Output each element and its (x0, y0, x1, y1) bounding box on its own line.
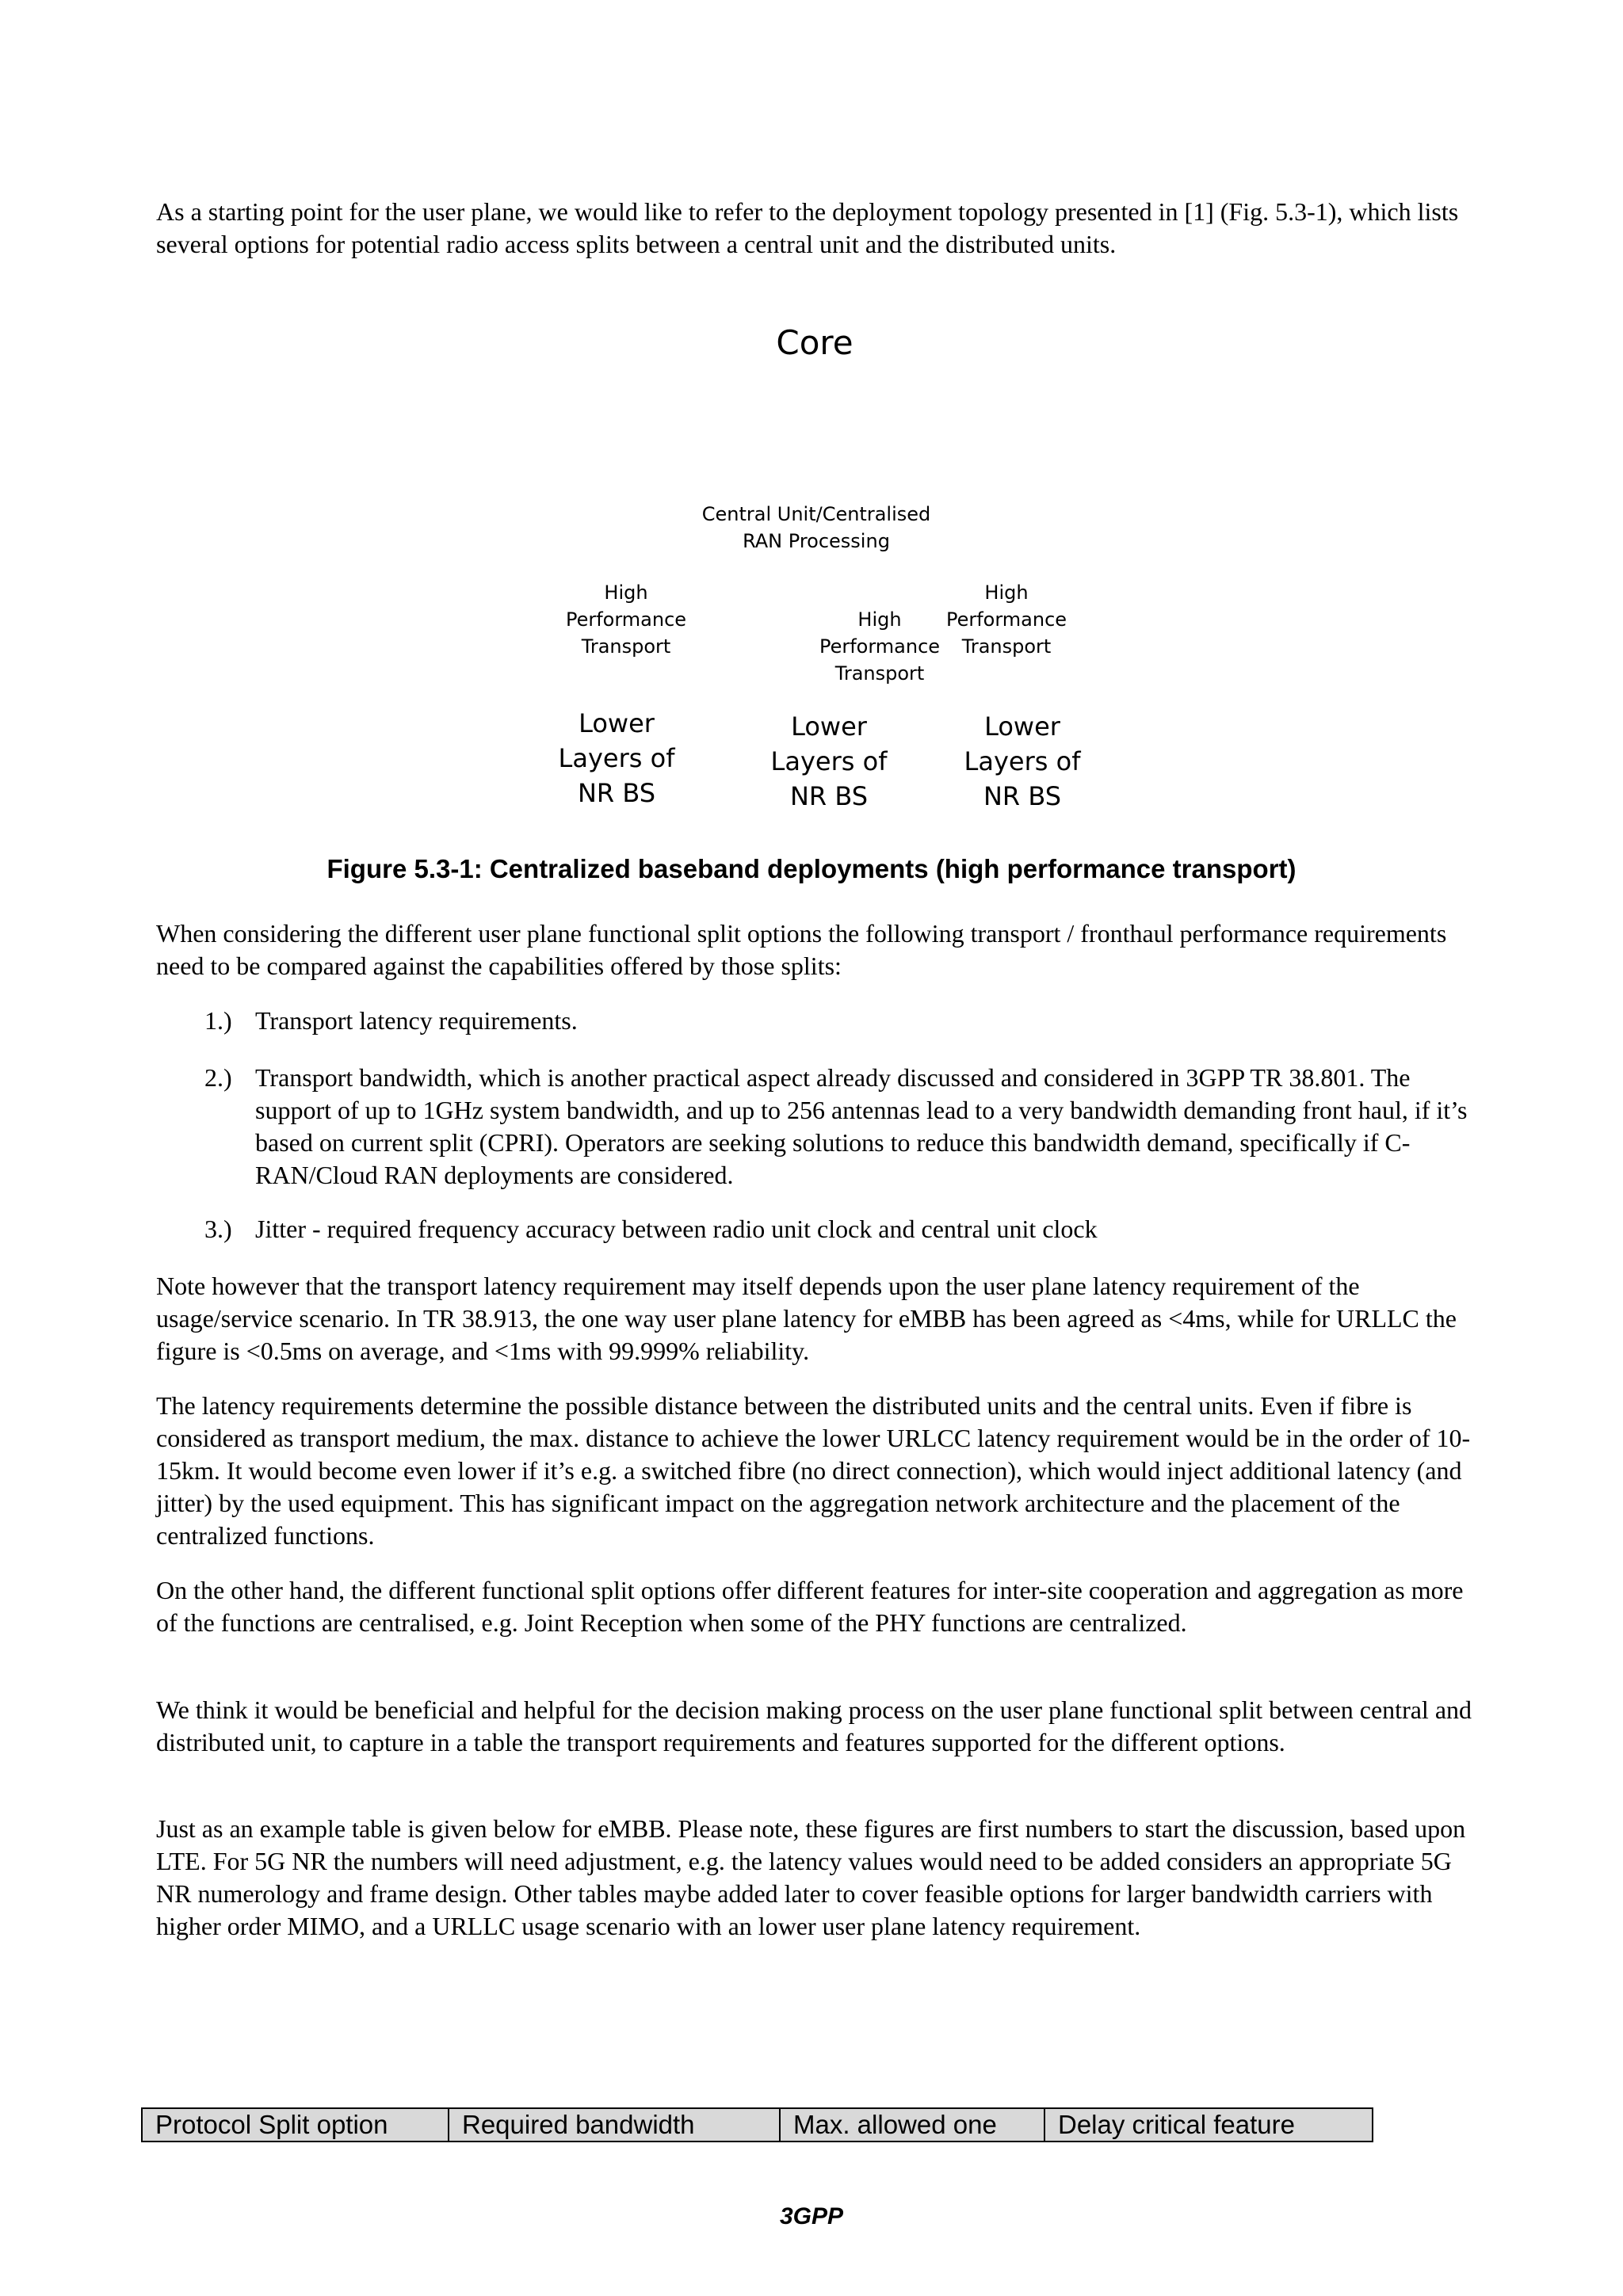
example-paragraph: Just as an example table is given below for eMBB. Please note, these figures are first numbers to start the discussion, based upon LTE. For 5G NR the numbers will need adjustment, e.g. the latency values would need to be added considers an appropriate 5G NR numerology and frame design. Other tables maybe added later to cover feasible options for larger bandwidth carriers with higher order MIMO, and a URLLC usage scenario with an lower user plane latency requirement. (156, 1814, 1466, 1940)
intro-paragraph: As a starting point for the user plane, we would like to refer to the deployment topology presented in [1] (Fig. 5.3-1), which lists several options for potential radio access splits between a central unit and the distributed units. (156, 197, 1459, 258)
table-header: Protocol Split option (142, 2108, 449, 2142)
lower-layers-middle: Lower Layers of NR BS (770, 711, 888, 811)
figure-caption: Figure 5.3-1: Centralized baseband deployments (high performance transport) (327, 854, 1296, 883)
lower-layers-right: Lower Layers of NR BS (964, 711, 1081, 811)
transport-label-left: High Performance Transport (565, 582, 687, 658)
split-options-table (141, 2107, 1373, 2142)
lower-layers-left: Lower Layers of NR BS (558, 708, 675, 808)
central-unit-label: Central Unit/Centralised RAN Processing (701, 503, 931, 552)
table-header: Required bandwidth (449, 2108, 780, 2142)
core-label: Core (776, 323, 854, 362)
note-paragraph: Note however that the transport latency requirement may itself depends upon the user plane latency requirement of the usage/service scenario. In TR 38.913, the one way user plane latency for eMBB has been agreed as <4ms, while for URLLC the figure is <0.5ms on average, and <1ms with 99.999% reliability. (156, 1272, 1457, 1365)
transport-label-middle: High Performance Transport (819, 608, 941, 685)
table-header: Delay critical feature (1044, 2108, 1373, 2142)
page-footer: 3GPP (779, 2203, 844, 2229)
table-header: Max. allowed one (780, 2108, 1044, 2142)
table-proposal-paragraph: We think it would be beneficial and helpful for the decision making process on the user plane functional split between central and distributed unit, to capture in a table the transport requirements and features supported for the different options. (156, 1695, 1472, 1756)
transport-label-right: High Performance Transport (945, 582, 1067, 658)
document-page: As a starting point for the user plane, we would like to refer to the deployment topology presented in [1] (Fig. 5.3-1), which lists several options for potential radio access splits between a central unit and the distributed units. Core Central Unit/Centralised RAN Processing High Performance Transport High Performance Transport High Performance Transport Lower Layers of NR BS Lower Layers of NR BS Lower Layers of NR BS Figure 5.3-1: Centralized baseband deployments (high performance transport) When considering the different user plane functional split options the following transport / fronthaul performance requirements need to be compared against the capabilities offered by those splits: 1.) Transport latency requirements. 2.) Transport bandwidth, which is another practical aspect already discussed and considered in 3GPP TR 38.801. The support of up to 1GHz system bandwidth, and up to 256 antennas lead to a very bandwidth demanding front haul, if it’s based on current split (CPRI). Operators are seeking solutions to reduce this bandwidth demand, specifically if C-RAN/Cloud RAN deployments are considered. 3.) Jitter - required frequency accuracy between radio unit clock and central unit clock Note however that the transport latency requirement may itself depends upon the user plane latency requirement of the usage/service scenario. In TR 38.913, the one way user plane latency for eMBB has been agreed as <4ms, while for URLLC the figure is <0.5ms on average, and <1ms with 99.999% reliability. The latency requirements determine the possible distance between the distributed units and the central units. Even if fibre is considered as transport medium, the max. distance to achieve the lower URLCC latency requirement would be in the order of 10-15km. It would become even lower if it’s e.g. a switched fibre (no direct connection), which would inject additional latency (and jitter) by the used equipment. This has significant impact on the aggregation network architecture and the placement of the centralized functions. On the other hand, the different functional split options offer different features for inter-site cooperation and aggregation as more of the functions are centralised, e.g. Joint Reception when some of the PHY functions are centralized. We think it would be beneficial and helpful for the decision making process on the user plane functional split between central and distributed unit, to capture in a table the transport requirements and features supported for the different options. Just as an example table is given below for eMBB. Please note, these figures are first numbers to start the discussion, based upon LTE. For 5G NR the numbers will need adjustment, e.g. the latency values would need to be added considers an appropriate 5G NR numerology and frame design. Other tables maybe added later to cover feasible options for larger bandwidth carriers with higher order MIMO, and a URLLC usage scenario with an lower user plane latency requirement. Protocol Split option Required bandwidth Max. allowed one Delay critical feature 3GPP (0, 0, 1623, 2296)
table-header-row (142, 2108, 1373, 2142)
functional-split-paragraph: On the other hand, the different functional split options offer different features for inter-site cooperation and aggregation as more of the functions are centralised, e.g. Joint Reception when some of the PHY functions are centralized. (156, 1576, 1464, 1637)
requirements-paragraph: When considering the different user plane functional split options the following transport / fronthaul performance requirements need to be compared against the capabilities offered by those splits: (156, 919, 1447, 980)
latency-paragraph: The latency requirements determine the possible distance between the distributed units and the central units. Even if fibre is considered as transport medium, the max. distance to achieve the lower URLCC latency requirement would be in the order of 10-15km. It would become even lower if it’s e.g. a switched fibre (no direct connection), which would inject additional latency (and jitter) by the used equipment. This has significant impact on the aggregation network architecture and the placement of the centralized functions. (156, 1391, 1471, 1550)
